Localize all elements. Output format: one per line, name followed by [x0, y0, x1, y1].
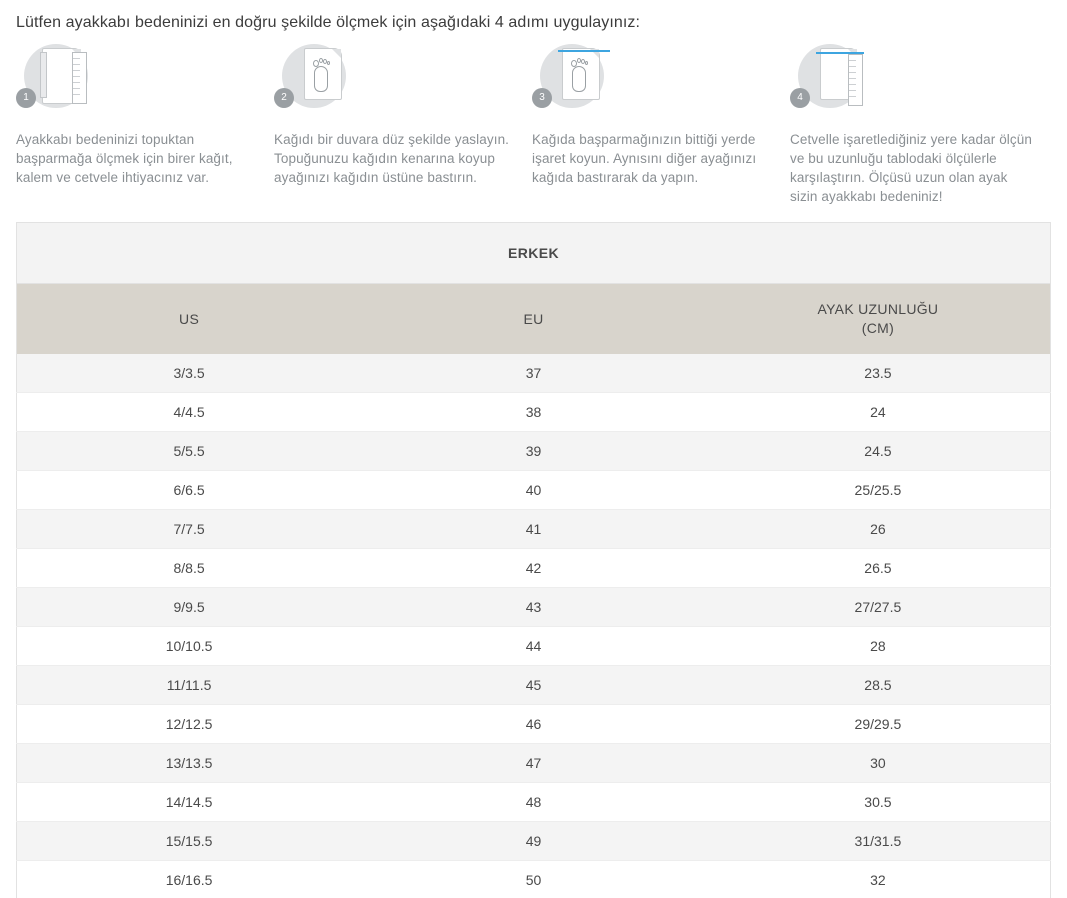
foot-toes — [571, 58, 589, 67]
page-title: Lütfen ayakkabı bedeninizi en doğru şekilde ölçmek için aşağıdaki 4 adımı uygulayınız: — [16, 14, 641, 31]
table-row — [17, 510, 1051, 549]
foot-icon — [570, 58, 590, 92]
marker-line-icon — [558, 50, 610, 52]
column-header-foot-length — [706, 284, 1051, 355]
cell-eu: 44 — [361, 627, 706, 666]
table-row — [17, 393, 1051, 432]
cell-eu: 48 — [361, 783, 706, 822]
foot-sole — [314, 66, 328, 92]
table-row — [17, 549, 1051, 588]
step-4-illustration — [790, 44, 1034, 116]
cell-eu: 40 — [361, 471, 706, 510]
cell-cm: 30.5 — [706, 783, 1051, 822]
cell-eu: 37 — [361, 354, 706, 393]
cell-us: 6/6.5 — [17, 471, 362, 510]
step-item — [274, 44, 532, 206]
cell-us: 12/12.5 — [17, 705, 362, 744]
step-number-badge: 2 — [274, 88, 294, 108]
cell-cm: 28 — [706, 627, 1051, 666]
cell-cm: 25/25.5 — [706, 471, 1051, 510]
cell-cm: 23.5 — [706, 354, 1051, 393]
cell-us: 8/8.5 — [17, 549, 362, 588]
column-header-eu: EU — [361, 284, 706, 355]
cell-us: 4/4.5 — [17, 393, 362, 432]
table-row — [17, 822, 1051, 861]
cell-cm: 24.5 — [706, 432, 1051, 471]
step-number-badge: 1 — [16, 88, 36, 108]
cell-cm: 28.5 — [706, 666, 1051, 705]
step-description: Kağıdı bir duvara düz şekilde yaslayın. Topuğunuzu kağıdın kenarına koyup ayağınızı kağıdın üstüne bastırın. — [274, 132, 510, 185]
step-item — [790, 44, 1048, 206]
cell-cm: 24 — [706, 393, 1051, 432]
step-item — [532, 44, 790, 206]
cell-us: 16/16.5 — [17, 861, 362, 898]
cell-eu: 41 — [361, 510, 706, 549]
cell-us: 14/14.5 — [17, 783, 362, 822]
table-head — [17, 223, 1051, 355]
table-row — [17, 471, 1051, 510]
cell-eu: 47 — [361, 744, 706, 783]
cell-eu: 42 — [361, 549, 706, 588]
cell-cm: 30 — [706, 744, 1051, 783]
cell-us: 3/3.5 — [17, 354, 362, 393]
cell-cm: 26.5 — [706, 549, 1051, 588]
step-3-illustration — [532, 44, 776, 116]
size-chart-table — [16, 222, 1051, 898]
cell-eu: 38 — [361, 393, 706, 432]
table-row — [17, 705, 1051, 744]
cell-eu: 49 — [361, 822, 706, 861]
cell-us: 5/5.5 — [17, 432, 362, 471]
ruler-icon — [848, 54, 863, 106]
pencil-icon — [40, 52, 47, 98]
cell-eu: 39 — [361, 432, 706, 471]
cell-eu: 50 — [361, 861, 706, 898]
cell-eu: 45 — [361, 666, 706, 705]
step-description: Kağıda başparmağınızın bittiği yerde işaret koyun. Aynısını diğer ayağınızı kağıda bastırarak da yapın. — [532, 132, 757, 185]
table-row — [17, 588, 1051, 627]
cell-eu: 43 — [361, 588, 706, 627]
table-header-row — [17, 284, 1051, 355]
table-row — [17, 666, 1051, 705]
foot-icon — [312, 58, 332, 92]
cell-cm: 26 — [706, 510, 1051, 549]
cell-cm: 32 — [706, 861, 1051, 898]
cell-us: 13/13.5 — [17, 744, 362, 783]
cell-cm: 31/31.5 — [706, 822, 1051, 861]
steps-list — [0, 32, 1067, 206]
step-item — [16, 44, 274, 206]
paper-corner-fold — [332, 49, 341, 58]
step-description: Ayakkabı bedeninizi topuktan başparmağa ölçmek için birer kağıt, kalem ve cetvele ihtiyacınız var. — [16, 132, 233, 185]
cell-us: 11/11.5 — [17, 666, 362, 705]
cell-cm: 27/27.5 — [706, 588, 1051, 627]
foot-sole — [572, 66, 586, 92]
table-body — [17, 354, 1051, 898]
table-title-row — [17, 223, 1051, 284]
table-row — [17, 861, 1051, 898]
step-number-badge: 4 — [790, 88, 810, 108]
table-row — [17, 354, 1051, 393]
cell-us: 9/9.5 — [17, 588, 362, 627]
step-description: Cetvelle işaretlediğiniz yere kadar ölçün ve bu uzunluğu tablodaki ölçülerle karşılaştırın. Ölçüsü uzun olan ayak sizin ayakkabı bedeniniz! — [790, 132, 1032, 204]
table-row — [17, 744, 1051, 783]
table-row — [17, 432, 1051, 471]
cell-us: 7/7.5 — [17, 510, 362, 549]
column-header-foot-length-line2: (CM) — [861, 320, 895, 336]
ruler-icon — [72, 52, 87, 104]
cell-cm: 29/29.5 — [706, 705, 1051, 744]
cell-us: 10/10.5 — [17, 627, 362, 666]
step-2-illustration — [274, 44, 518, 116]
step-1-illustration — [16, 44, 260, 116]
step-number-badge: 3 — [532, 88, 552, 108]
column-header-foot-length-line1: AYAK UZUNLUĞU — [817, 301, 939, 317]
column-header-us: US — [17, 284, 362, 355]
table-title: ERKEK — [17, 223, 1051, 284]
table-row — [17, 783, 1051, 822]
cell-us: 15/15.5 — [17, 822, 362, 861]
table-row — [17, 627, 1051, 666]
foot-toes — [313, 58, 331, 67]
cell-eu: 46 — [361, 705, 706, 744]
